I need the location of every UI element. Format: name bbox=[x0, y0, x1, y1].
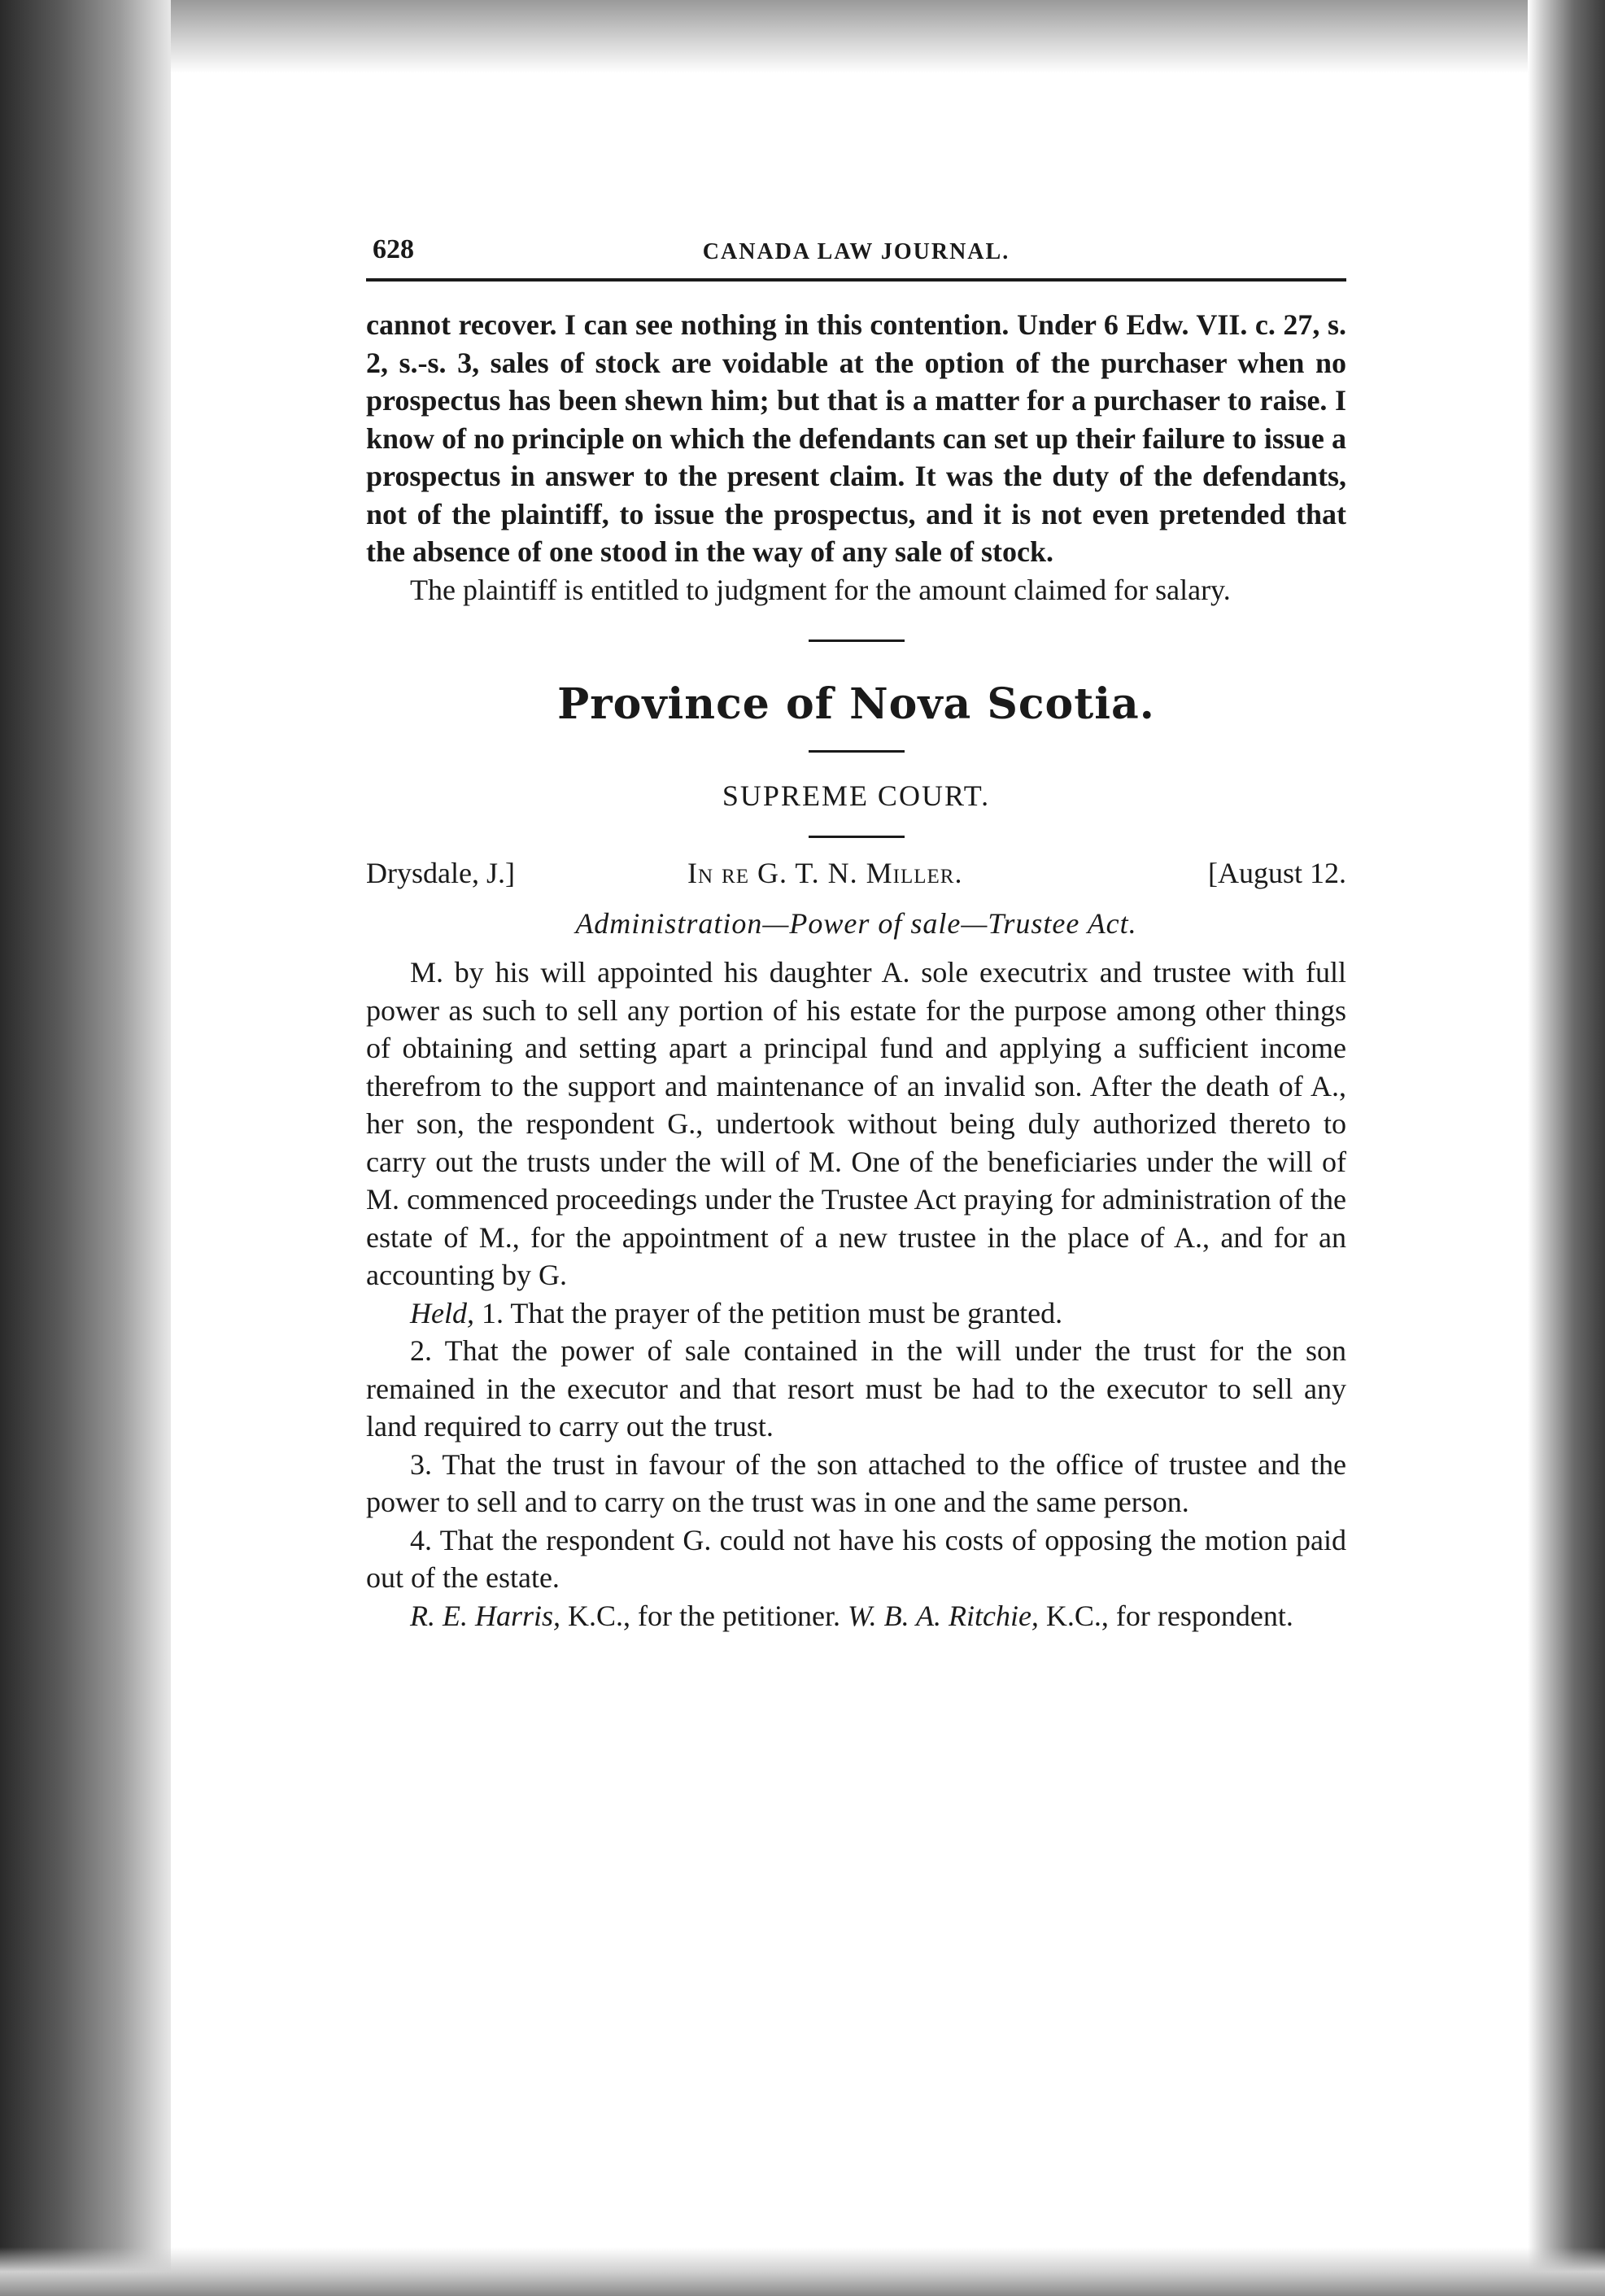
heading-divider bbox=[809, 750, 905, 753]
running-head bbox=[366, 228, 1346, 277]
page-content bbox=[366, 228, 1346, 1635]
scan-edge-right bbox=[1528, 0, 1605, 2296]
page-number: 628 bbox=[373, 234, 414, 264]
judgment-paragraph: The plaintiff is entitled to judgment for the amount claimed for salary. bbox=[410, 573, 1231, 606]
counsel-2-name: W. B. A. Ritchie, bbox=[847, 1599, 1039, 1632]
province-heading: Province of Nova Scotia. bbox=[557, 679, 1155, 729]
case-caption bbox=[366, 856, 1346, 895]
held-paragraph-4: 4. That the respondent G. could not have his costs of opposing the motion paid out of the estate. bbox=[366, 1523, 1346, 1594]
counsel-paragraph bbox=[366, 1597, 1346, 1635]
journal-title: CANADA LAW JOURNAL. bbox=[702, 239, 1010, 264]
counsel-1-role: K.C., for the petitioner. bbox=[568, 1599, 840, 1632]
preceding-case-paragraph: cannot recover. I can see nothing in this contention. Under 6 Edw. VII. c. 27, s. 2, s.-s. 3, sales of stock are voidable at the option of the purchaser when no prospectus has been shewn him; but that is a matter for a purchaser to raise. I know of no principle on which the defendants can set up their failure to issue a prospectus in answer to the present claim. It was the duty of the defendants, not of the plaintiff, to issue the prospectus, and it is not even pretended that the absence of one stood in the way of any sale of stock. bbox=[366, 308, 1346, 568]
case-name: In re G. T. N. Miller. bbox=[687, 857, 963, 889]
held-paragraph-3: 3. That the trust in favour of the son attached to the office of trustee and the power to sell and to carry on the trust was in one and the same person. bbox=[366, 1447, 1346, 1518]
header-rule bbox=[366, 278, 1346, 282]
case-facts-paragraph: M. by his will appointed his daughter A. sole executrix and trustee with full power as such to sell any portion of his estate for the purpose among other things of obtaining and setting apart a principal fund and applying a sufficient income therefrom to the support and maintenance of an invalid son. After the death of A., her son, the respondent G., undertook without being duly authorized thereto to carry out the trusts under the will of M. One of the beneficiaries under the will of M. commenced proceedings under the Trustee Act praying for administration of the estate of M., for the appointment of a new trustee in the place of A., and for an accounting by G. bbox=[366, 956, 1346, 1291]
held-paragraph-2: 2. That the power of sale contained in the will under the trust for the son remained in the executor and that resort must be had to the executor to sell any land required to carry out the trust. bbox=[366, 1334, 1346, 1443]
scan-edge-bottom bbox=[0, 2247, 1605, 2296]
counsel-1-name: R. E. Harris, bbox=[410, 1599, 561, 1632]
case-date: [August 12. bbox=[1208, 857, 1346, 889]
headnote-topic: Administration—Power of sale—Trustee Act. bbox=[575, 907, 1137, 940]
held-text-1: 1. That the prayer of the petition must be granted. bbox=[481, 1296, 1063, 1329]
section-divider bbox=[809, 639, 905, 642]
court-heading: SUPREME COURT. bbox=[722, 779, 991, 812]
scan-edge-top bbox=[0, 0, 1605, 73]
counsel-2-role: K.C., for respondent. bbox=[1045, 1599, 1293, 1632]
held-paragraph-1 bbox=[366, 1294, 1346, 1333]
scan-edge-left bbox=[0, 0, 171, 2296]
held-label: Held, bbox=[410, 1296, 474, 1329]
court-divider bbox=[809, 836, 905, 838]
judge-name: Drysdale, J.] bbox=[366, 857, 515, 889]
